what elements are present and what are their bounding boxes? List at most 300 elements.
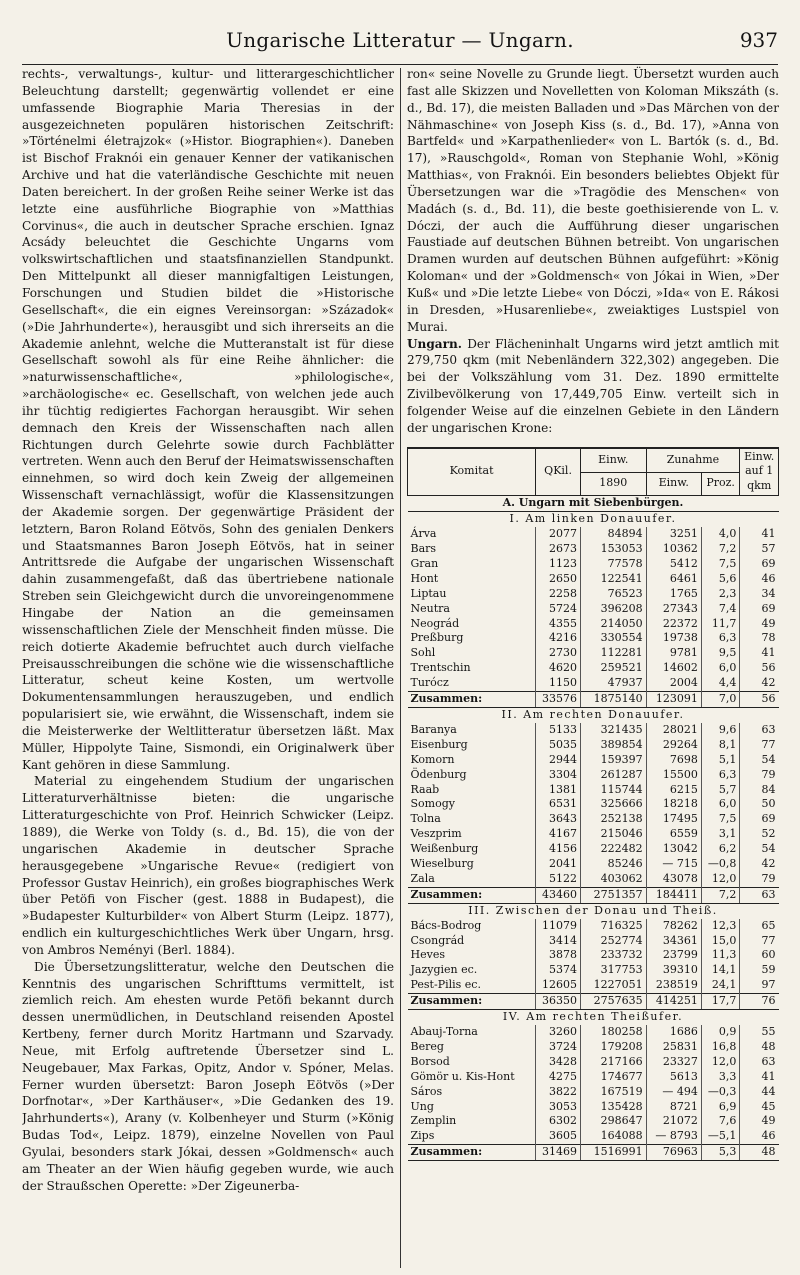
table-sum-row: [408, 887, 779, 903]
col-header-einw-per-qkm: Einw. auf 1 qkm: [740, 448, 779, 496]
table-row: [408, 1055, 779, 1070]
cell-qkil: 1150: [536, 676, 581, 691]
cell-name: Komorn: [410, 752, 455, 766]
table-group-title: [408, 496, 779, 512]
cell-einw: 122541: [580, 572, 646, 587]
cell-qkil: 3878: [536, 948, 581, 963]
cell-proz: 3,3: [701, 1070, 740, 1085]
section-title: III. Zwischen der Donau und Theiß.: [408, 903, 779, 918]
cell-qkil: 5122: [536, 872, 581, 887]
paragraph: rechts-, verwaltungs-, kultur- und litterargeschichtlicher Beleuchtung darstellt; gegenwärtig vollendet er eine umfassende Biographie Maria Theresias in der ausgezeichneten populären historischen Zeitschrift: »Történelmi életrajzok« (»Histor. Biographien«). Daneben ist Bischof Fraknói ein genauer Kenner der vatikanischen Archive und hat die vaterländische Geschichte mit neuen Daten bereichert. In der großen Reihe seiner Werke ist das letzte eine ausführliche Biographie von »Matthias Corvinus«, die auch in deutscher Sprache erschien. Ignaz Acsády beleuchtet die Geschichte Ungarns vom volkswirtschaftlichen und staatsfinanziellen Standpunkt. Den Mittelpunkt all dieser mannigfaltigen Leistungen, Forschungen und Studien bildet die »Historische Gesellschaft«, die ein eignes Vereinsorgan: »Századok« (»Die Jahrhunderte«), herausgibt und sich ihrerseits an die Akademie anlehnt, welche die Mutteranstalt ist für diese Gesellschaft sowohl als für eine Reihe ähnlicher: die »naturwissenschaftliche«, »philologische«, »archäologische« ec. Gesellschaft, von welchen jede auch ihr tüchtig redigiertes Fachorgan herausgibt. Wir sehen demnach den Kreis der Wissenschaften nach allen Richtungen durch Gelehrte sowie durch Fachblätter vertreten. Wenn auch den Beruf der Heimatswissenschaften einnehmen, so wird doch kein Zweig der allgemeinen Wissenschaft vernachlässigt, wofür die Klassensitzungen der Akademie sorgen. Der gegenwärtige Präsident der letztern, Baron Roland Eötvös, Sohn des genialen Denkers und Staatsmannes Baron Joseph Eötvös, hat in seiner Antrittsrede die Aufgabe der ungarischen Wissenschaft dahin zusammengefaßt, daß das übertriebene nationale Streben sein Gleichgewicht durch die unvoreingenommene Hingabe der Nation an die gemeinsamen wissenschaftlichen Ziele der Menschheit finden müsse. Die reich dotierte Akademie befruchtet auch durch vielfache Preisausschreibungen die schöne wie die wissenschaftliche Litteratur, scheut keine Kosten, um wertvolle Dokumentensammlungen herauszugeben, und endlich popularisiert sie, wie erwähnt, die Wissenschaft, indem sie die Meisterwerke der Weltlitteratur übersetzen läßt. Max Müller, Hippolyte Taine, Sismondi, ein Originalwerk über Kant gehören in diese Sammlung.: [22, 67, 394, 772]
cell-dichte: 56: [740, 661, 779, 676]
left-column: [22, 66, 394, 1270]
ungarn-paragraph: [407, 336, 779, 437]
sum-label: Zusammen:: [408, 887, 536, 903]
cell-dichte: 69: [740, 602, 779, 617]
cell-qkil: 2650: [536, 572, 581, 587]
cell-zun: 14602: [646, 661, 701, 676]
table-row: [408, 661, 779, 676]
cell-einw: 298647: [580, 1114, 646, 1129]
cell-dichte: 79: [740, 768, 779, 783]
cell-qkil: 3605: [536, 1129, 581, 1144]
cell-dichte: 59: [740, 963, 779, 978]
cell-name: Sáros: [410, 1084, 443, 1098]
cell-dichte: 45: [740, 1100, 779, 1115]
table-row: [408, 631, 779, 646]
cell-name: Árva: [410, 527, 437, 541]
cell-einw: 716325: [580, 919, 646, 934]
cell-zun: 8721: [646, 1100, 701, 1115]
table-row: [408, 617, 779, 632]
cell-einw: 112281: [580, 646, 646, 661]
table-row: [408, 768, 779, 783]
table-row: [408, 948, 779, 963]
table-row: [408, 723, 779, 738]
table-sum-row: [408, 1145, 779, 1161]
cell-einw: 1227051: [580, 978, 646, 993]
cell-einw: 403062: [580, 872, 646, 887]
cell-einw: 321435: [580, 723, 646, 738]
sum-qkil: 43460: [536, 887, 581, 903]
section-title: II. Am rechten Donauufer.: [408, 707, 779, 722]
cell-dichte: 54: [740, 842, 779, 857]
cell-name: Borsod: [410, 1054, 450, 1068]
cell-dichte: 46: [740, 1129, 779, 1144]
cell-einw: 389854: [580, 738, 646, 753]
cell-einw: 325666: [580, 797, 646, 812]
cell-dichte: 41: [740, 527, 779, 542]
cell-zun: 29264: [646, 738, 701, 753]
cell-einw: 180258: [580, 1025, 646, 1040]
cell-proz: 7,6: [701, 1114, 740, 1129]
cell-einw: 174677: [580, 1070, 646, 1085]
cell-zun: 23799: [646, 948, 701, 963]
sum-qkil: 36350: [536, 994, 581, 1010]
cell-proz: 11,3: [701, 948, 740, 963]
table-row: [408, 572, 779, 587]
cell-name: Jazygien ec.: [410, 963, 478, 977]
cell-einw: 153053: [580, 542, 646, 557]
cell-einw: 179208: [580, 1040, 646, 1055]
cell-einw: 159397: [580, 753, 646, 768]
cell-einw: 84894: [580, 527, 646, 542]
cell-qkil: 2077: [536, 527, 581, 542]
cell-proz: —0,8: [701, 857, 740, 872]
table-row: [408, 753, 779, 768]
ungarn-heading: Ungarn.: [407, 336, 463, 351]
cell-proz: 7,4: [701, 602, 740, 617]
cell-qkil: 3822: [536, 1085, 581, 1100]
cell-einw: 167519: [580, 1085, 646, 1100]
cell-zun: 34361: [646, 934, 701, 949]
cell-qkil: 3643: [536, 812, 581, 827]
cell-zun: 7698: [646, 753, 701, 768]
cell-qkil: 3428: [536, 1055, 581, 1070]
paragraph: Material zu eingehendem Studium der ungarischen Litteraturverhältnisse bieten: die ungarische Litteraturgeschichte von Prof. Heinrich Schwicker (Leipz. 1889), die Werke von Toldy (s. d., Bd. 15), die von der ungarischen Akademie in deutscher Sprache herausgegebene »Ungarische Revue« (redigiert von Professor Gustav Heinrich), ein großes biographisches Werk über Petöfi von Fischer (gest. 1888 in Budapest), die »Budapester Kulturbilder« von Albert Sturm (Leipz. 1877), endlich ein kulturgeschichtliches Werk über Ungarn, hrsg. von Ambros Neményi (Berl. 1884).: [22, 774, 394, 957]
sum-dichte: 48: [740, 1145, 779, 1161]
cell-proz: 6,3: [701, 768, 740, 783]
cell-dichte: 69: [740, 557, 779, 572]
cell-zun: — 494: [646, 1085, 701, 1100]
col-header-komitat: Komitat: [408, 448, 536, 496]
cell-zun: 39310: [646, 963, 701, 978]
table-section-title: [408, 1010, 779, 1025]
cell-qkil: 5724: [536, 602, 581, 617]
cell-proz: 0,9: [701, 1025, 740, 1040]
cell-einw: 259521: [580, 661, 646, 676]
cell-proz: 5,1: [701, 753, 740, 768]
cell-zun: 2004: [646, 676, 701, 691]
cell-zun: 27343: [646, 602, 701, 617]
cell-qkil: 4167: [536, 827, 581, 842]
table-row: [408, 1114, 779, 1129]
cell-proz: 14,1: [701, 963, 740, 978]
section-title: IV. Am rechten Theißufer.: [408, 1010, 779, 1025]
cell-name: Veszprim: [410, 827, 462, 841]
table-row: [408, 676, 779, 691]
cell-dichte: 84: [740, 783, 779, 798]
sum-proz: 17,7: [701, 994, 740, 1010]
cell-proz: 6,0: [701, 661, 740, 676]
cell-name: Wieselburg: [410, 857, 474, 871]
cell-dichte: 49: [740, 1114, 779, 1129]
cell-einw: 396208: [580, 602, 646, 617]
col-header-zunahme-einw: Einw.: [646, 472, 701, 496]
cell-dichte: 50: [740, 797, 779, 812]
cell-proz: 15,0: [701, 934, 740, 949]
table-row: [408, 527, 779, 542]
cell-qkil: 4275: [536, 1070, 581, 1085]
table-row: [408, 587, 779, 602]
cell-dichte: 42: [740, 857, 779, 872]
table-row: [408, 919, 779, 934]
cell-zun: 78262: [646, 919, 701, 934]
cell-qkil: 2258: [536, 587, 581, 602]
running-title: Ungarische Litteratur — Ungarn.: [226, 28, 574, 52]
cell-proz: 24,1: [701, 978, 740, 993]
cell-zun: 43078: [646, 872, 701, 887]
table-row: [408, 797, 779, 812]
cell-zun: — 715: [646, 857, 701, 872]
cell-name: Csongrád: [410, 933, 465, 947]
cell-zun: 6559: [646, 827, 701, 842]
cell-einw: 85246: [580, 857, 646, 872]
table-row: [408, 783, 779, 798]
cell-dichte: 52: [740, 827, 779, 842]
cell-proz: 3,1: [701, 827, 740, 842]
cell-proz: 7,5: [701, 557, 740, 572]
sum-zun: 123091: [646, 692, 701, 708]
cell-proz: 11,7: [701, 617, 740, 632]
cell-proz: 5,6: [701, 572, 740, 587]
cell-dichte: 77: [740, 934, 779, 949]
main-title: A. Ungarn mit Siebenbürgen.: [408, 496, 779, 512]
cell-qkil: 4355: [536, 617, 581, 632]
cell-zun: 22372: [646, 617, 701, 632]
cell-name: Liptau: [410, 586, 447, 600]
cell-einw: 222482: [580, 842, 646, 857]
cell-qkil: 1381: [536, 783, 581, 798]
cell-qkil: 2944: [536, 753, 581, 768]
paragraph: Die Übersetzungslitteratur, welche den Deutschen die Kenntnis des ungarischen Schrifttums vermittelt, ist ziemlich reich. Am ehesten wurde Petöfi bekannt durch dessen unermüdlichen, in Deutschland reisenden Apostel Kertbeny, ferner durch Moritz Hartmann und Szarvady. Neue, mit Erfolg auftretende Übersetzer sind L. Neugebauer, Max Farkas, Opitz, Andor v. Spóner, Melas. Ferner wurden übersetzt: Baron Joseph Eötvös (»Der Dorfnotar«, »Der Karthäuser«, »Die Gedanken des 19. Jahrhunderts«), Arany (v. Kolbenheyer und Sturm (»König Budas Tod«, Leipz. 1879), einzelne Novellen von Paul Gyulai, besonders stark Jókai, dessen »Goldmensch« auch am Theater an der Wien häufig gegeben wurde, wie auch der Straußschen Operette: »Der Zigeunerba-: [22, 959, 394, 1193]
cell-name: Hont: [410, 571, 439, 585]
table-row: [408, 934, 779, 949]
sum-einw: 2751357: [580, 887, 646, 903]
cell-zun: 10362: [646, 542, 701, 557]
table-row: [408, 842, 779, 857]
cell-proz: 4,4: [701, 676, 740, 691]
cell-dichte: 54: [740, 753, 779, 768]
table-row: [408, 1100, 779, 1115]
column-divider: [400, 68, 401, 1268]
cell-name: Baranya: [410, 722, 457, 736]
cell-qkil: 5133: [536, 723, 581, 738]
table-sum-row: [408, 692, 779, 708]
cell-proz: 9,6: [701, 723, 740, 738]
cell-name: Somogy: [410, 797, 455, 811]
cell-dichte: 46: [740, 572, 779, 587]
table-sum-row: [408, 994, 779, 1010]
cell-proz: —0,3: [701, 1085, 740, 1100]
cell-proz: 6,3: [701, 631, 740, 646]
cell-dichte: 63: [740, 723, 779, 738]
cell-einw: 217166: [580, 1055, 646, 1070]
col-header-qkil: QKil.: [536, 448, 581, 496]
cell-qkil: 2041: [536, 857, 581, 872]
sum-zun: 76963: [646, 1145, 701, 1161]
cell-qkil: 2673: [536, 542, 581, 557]
cell-dichte: 77: [740, 738, 779, 753]
sum-dichte: 76: [740, 994, 779, 1010]
header-rule: [22, 64, 778, 65]
cell-name: Bács-Bodrog: [410, 918, 482, 932]
cell-einw: 135428: [580, 1100, 646, 1115]
sum-proz: 7,2: [701, 887, 740, 903]
cell-dichte: 65: [740, 919, 779, 934]
cell-dichte: 55: [740, 1025, 779, 1040]
cell-dichte: 41: [740, 1070, 779, 1085]
cell-proz: 6,0: [701, 797, 740, 812]
col-header-einw: Einw.: [580, 448, 646, 472]
cell-name: Pest-Pilis ec.: [410, 978, 481, 992]
table-row: [408, 963, 779, 978]
table-section-title: [408, 512, 779, 527]
cell-name: Zips: [410, 1129, 435, 1143]
cell-dichte: 34: [740, 587, 779, 602]
cell-zun: 1765: [646, 587, 701, 602]
cell-dichte: 69: [740, 812, 779, 827]
sum-zun: 414251: [646, 994, 701, 1010]
sum-zun: 184411: [646, 887, 701, 903]
cell-zun: 5412: [646, 557, 701, 572]
sum-label: Zusammen:: [408, 692, 536, 708]
cell-einw: 261287: [580, 768, 646, 783]
cell-dichte: 60: [740, 948, 779, 963]
sum-proz: 5,3: [701, 1145, 740, 1161]
cell-proz: 12,0: [701, 1055, 740, 1070]
cell-proz: 4,0: [701, 527, 740, 542]
cell-name: Eisenburg: [410, 737, 468, 751]
cell-name: Weißenburg: [410, 842, 479, 856]
cell-einw: 252138: [580, 812, 646, 827]
cell-name: Turócz: [410, 676, 449, 690]
cell-dichte: 49: [740, 617, 779, 632]
cell-einw: 252774: [580, 934, 646, 949]
cell-proz: 6,9: [701, 1100, 740, 1115]
table-row: [408, 1129, 779, 1144]
cell-qkil: 11079: [536, 919, 581, 934]
cell-proz: 12,0: [701, 872, 740, 887]
cell-name: Zala: [410, 871, 435, 885]
sum-label: Zusammen:: [408, 1145, 536, 1161]
cell-proz: 12,3: [701, 919, 740, 934]
cell-name: Tolna: [410, 812, 441, 826]
cell-dichte: 79: [740, 872, 779, 887]
cell-proz: 7,5: [701, 812, 740, 827]
page-header: [20, 28, 780, 62]
cell-qkil: 3304: [536, 768, 581, 783]
population-table: [407, 447, 779, 1162]
cell-einw: 115744: [580, 783, 646, 798]
table-row: [408, 872, 779, 887]
cell-qkil: 2730: [536, 646, 581, 661]
cell-name: Neográd: [410, 616, 460, 630]
cell-zun: 18218: [646, 797, 701, 812]
table-row: [408, 1040, 779, 1055]
cell-zun: 5613: [646, 1070, 701, 1085]
col-header-year: 1890: [580, 472, 646, 496]
cell-zun: 6215: [646, 783, 701, 798]
cell-zun: 17495: [646, 812, 701, 827]
cell-proz: 9,5: [701, 646, 740, 661]
cell-name: Gömör u. Kis-Hont: [410, 1069, 515, 1083]
cell-qkil: 1123: [536, 557, 581, 572]
section-title: I. Am linken Donauufer.: [408, 512, 779, 527]
cell-einw: 233732: [580, 948, 646, 963]
sum-qkil: 31469: [536, 1145, 581, 1161]
cell-zun: 13042: [646, 842, 701, 857]
cell-zun: 15500: [646, 768, 701, 783]
cell-qkil: 3053: [536, 1100, 581, 1115]
sum-einw: 2757635: [580, 994, 646, 1010]
cell-qkil: 5374: [536, 963, 581, 978]
cell-qkil: 6531: [536, 797, 581, 812]
cell-dichte: 78: [740, 631, 779, 646]
table-row: [408, 1070, 779, 1085]
cell-qkil: 3724: [536, 1040, 581, 1055]
table-row: [408, 857, 779, 872]
table-row: [408, 1085, 779, 1100]
cell-zun: — 8793: [646, 1129, 701, 1144]
table-row: [408, 646, 779, 661]
cell-zun: 28021: [646, 723, 701, 738]
cell-name: Zemplin: [410, 1114, 457, 1128]
cell-zun: 21072: [646, 1114, 701, 1129]
table-row: [408, 738, 779, 753]
cell-einw: 47937: [580, 676, 646, 691]
cell-dichte: 63: [740, 1055, 779, 1070]
table-row: [408, 557, 779, 572]
cell-dichte: 44: [740, 1085, 779, 1100]
col-header-zunahme-proz: Proz.: [701, 472, 740, 496]
col-header-zunahme: Zunahme: [646, 448, 740, 472]
cell-qkil: 5035: [536, 738, 581, 753]
table-section-title: [408, 707, 779, 722]
cell-dichte: 57: [740, 542, 779, 557]
cell-einw: 214050: [580, 617, 646, 632]
cell-zun: 23327: [646, 1055, 701, 1070]
table-body: [408, 496, 779, 1161]
cell-einw: 164088: [580, 1129, 646, 1144]
ungarn-text: Der Flächeninhalt Ungarns wird jetzt amtlich mit 279,750 qkm (mit Nebenländern 322,302) angegeben. Die bei der Volkszählung vom 31. Dez. 1890 ermittelte Zivilbevölkerung von 17,449,705 Einw. verteilt sich in folgender Weise auf die einzelnen Gebiete in den Ländern der ungarischen Krone:: [407, 336, 779, 435]
cell-name: Ödenburg: [410, 767, 467, 781]
cell-proz: 16,8: [701, 1040, 740, 1055]
cell-name: Bars: [410, 542, 437, 555]
paragraph: ron« seine Novelle zu Grunde liegt. Übersetzt wurden auch fast alle Skizzen und Novelletten von Koloman Mikszáth (s. d., Bd. 17), die meisten Balladen und »Das Märchen von der Nähmaschine« von Joseph Kiss (s. d., Bd. 17), »Anna von Bartfeld« und »Karpathenlieder« von L. Bartók (s. d., Bd. 17), »Rauschgold«, Roman von Stephanie Wohl, »König Matthias«, von Fraknói. Ein besonders beliebtes Objekt für Übersetzungen war die »Tragödie des Menschen« von Madách (s. d., Bd. 11), die beste goethisierende von L. v. Dóczi, der auch die Aufführung dieser ungarischen Faustiade auf deutschen Bühnen betreibt. Von ungarischen Dramen wurden auf deutschen Bühnen aufgeführt: »König Koloman« und der »Goldmensch« von Jókai in Wien, »Der Kuß« und »Die letzte Liebe« von Dóczi, »Ida« von E. Rákosi in Dresden, »Husarenliebe«, zweiaktiges Lustspiel von Murai.: [407, 67, 779, 334]
cell-name: Heves: [410, 948, 445, 962]
cell-proz: —5,1: [701, 1129, 740, 1144]
cell-proz: 6,2: [701, 842, 740, 857]
table-row: [408, 812, 779, 827]
cell-qkil: 4620: [536, 661, 581, 676]
cell-dichte: 42: [740, 676, 779, 691]
cell-einw: 215046: [580, 827, 646, 842]
page-number: 937: [739, 28, 778, 52]
right-column: [407, 66, 779, 1270]
cell-qkil: 3414: [536, 934, 581, 949]
sum-dichte: 56: [740, 692, 779, 708]
cell-zun: 19738: [646, 631, 701, 646]
cell-proz: 8,1: [701, 738, 740, 753]
cell-qkil: 6302: [536, 1114, 581, 1129]
cell-einw: 330554: [580, 631, 646, 646]
cell-zun: 6461: [646, 572, 701, 587]
cell-dichte: 41: [740, 646, 779, 661]
sum-proz: 7,0: [701, 692, 740, 708]
table-row: [408, 1025, 779, 1040]
cell-dichte: 48: [740, 1040, 779, 1055]
cell-name: Trentschin: [410, 661, 471, 675]
cell-zun: 1686: [646, 1025, 701, 1040]
table-row: [408, 827, 779, 842]
cell-einw: 77578: [580, 557, 646, 572]
cell-name: Preßburg: [410, 631, 464, 645]
cell-qkil: 4216: [536, 631, 581, 646]
cell-name: Neutra: [410, 601, 450, 615]
cell-zun: 238519: [646, 978, 701, 993]
cell-einw: 317753: [580, 963, 646, 978]
table-row: [408, 978, 779, 993]
cell-name: Abauj-Torna: [410, 1025, 478, 1038]
cell-dichte: 97: [740, 978, 779, 993]
sum-qkil: 33576: [536, 692, 581, 708]
cell-zun: 3251: [646, 527, 701, 542]
cell-name: Sohl: [410, 646, 436, 660]
cell-zun: 25831: [646, 1040, 701, 1055]
sum-label: Zusammen:: [408, 994, 536, 1010]
cell-proz: 5,7: [701, 783, 740, 798]
sum-einw: 1516991: [580, 1145, 646, 1161]
cell-qkil: 12605: [536, 978, 581, 993]
table-section-title: [408, 903, 779, 918]
cell-qkil: 4156: [536, 842, 581, 857]
cell-proz: 2,3: [701, 587, 740, 602]
cell-name: Ung: [410, 1099, 434, 1113]
sum-dichte: 63: [740, 887, 779, 903]
cell-name: Bereg: [410, 1039, 444, 1053]
table-row: [408, 542, 779, 557]
cell-qkil: 3260: [536, 1025, 581, 1040]
